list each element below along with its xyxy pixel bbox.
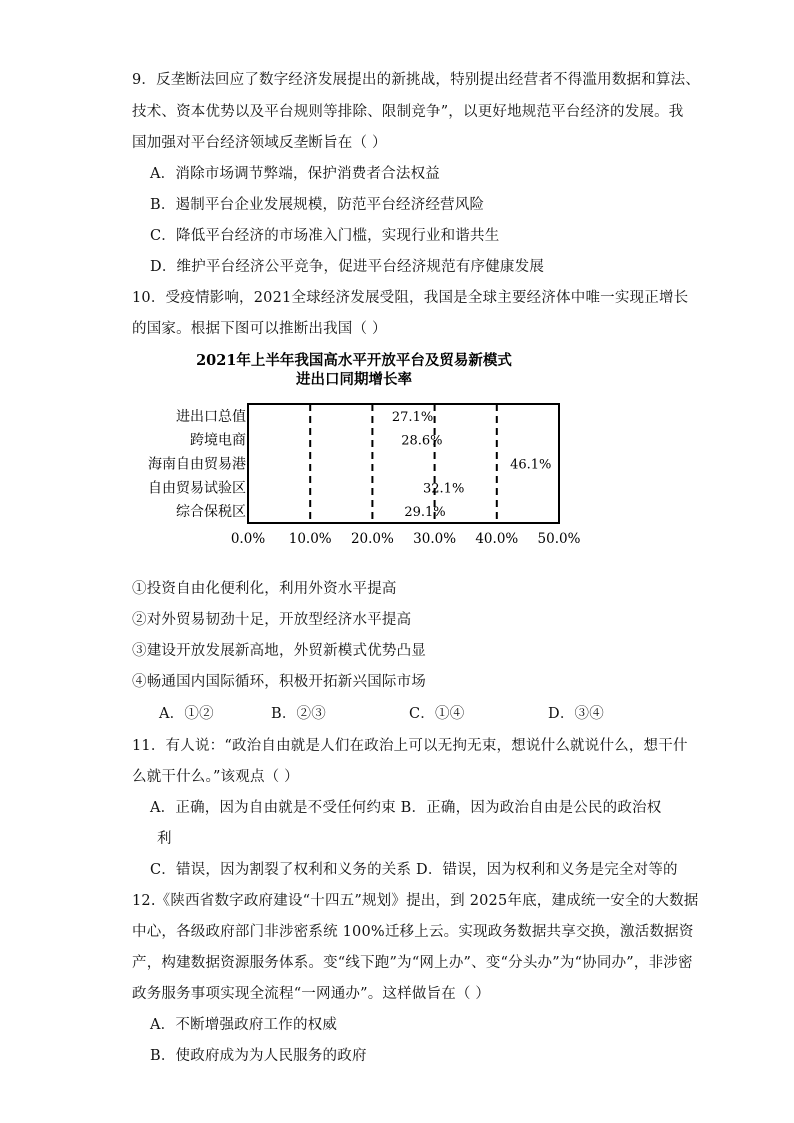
tick-label: 0.0%	[230, 531, 266, 547]
q10-choice-d: D．③④	[548, 706, 604, 722]
q10-statement-2: ②对外贸易韧劲十足，开放型经济水平提高	[132, 612, 412, 628]
category-label: 综合保税区	[176, 504, 246, 521]
q12-line-3: 产，构建数据资源服务体系。变“线下跑”为“网上办”、变“分头办”为“协同办”，非涉密	[132, 955, 693, 971]
category-label: 自由贸易试验区	[148, 480, 246, 497]
category-labels	[148, 408, 246, 520]
q9-line-3: 国加强对平台经济领域反垄断旨在（ ）	[132, 135, 387, 151]
q10-line-1: 10．受疫情影响，2021全球经济发展受阻，我国是全球主要经济体中唯一实现正增长	[132, 290, 689, 306]
q11-line-2: 么就干什么。”该观点（ ）	[132, 769, 299, 785]
chart-subtitle: 进出口同期增长率	[296, 371, 412, 388]
data-label: 32.1%	[423, 481, 465, 497]
q11-line-1: 11．有人说：“政治自由就是人们在政治上可以无拘无束，想说什么就说什么，想干什	[132, 738, 688, 754]
data-label: 46.1%	[510, 457, 552, 473]
category-label: 海南自由贸易港	[148, 456, 246, 473]
tick-label: 40.0%	[475, 531, 519, 547]
data-label: 27.1%	[391, 409, 434, 425]
q9-line-1: 9．反垄断法回应了数字经济发展提出的新挑战，特别提出经营者不得滥用数据和算法、	[132, 72, 701, 88]
q10-choice-b: B．②③	[271, 706, 326, 722]
q10-choice-c: C．①④	[409, 706, 465, 722]
q12-option-a: A．不断增强政府工作的权威	[150, 1017, 338, 1033]
q11-option-cd: C．错误，因为割裂了权利和义务的关系 D．错误，因为权利和义务是完全对等的	[150, 862, 678, 878]
q10-choice-a: A．①②	[159, 706, 214, 722]
tick-labels	[231, 531, 581, 547]
q12-line-4: 政务服务事项实现全流程“一网通办”。这样做旨在（ ）	[132, 986, 491, 1002]
q9-option-c: C．降低平台经济的市场准入门槛，实现行业和谐共生	[150, 228, 500, 244]
chart-title: 2021年上半年我国高水平开放平台及贸易新模式	[196, 352, 512, 369]
q10-line-2: 的国家。根据下图可以推断出我国（ ）	[132, 321, 387, 337]
q9-option-b: B．遏制平台企业发展规模，防范平台经济经营风险	[150, 197, 485, 213]
tick-label: 30.0%	[413, 531, 457, 547]
q9-option-a: A．消除市场调节弊端，保护消费者合法权益	[150, 166, 440, 182]
q9-line-2: 技术、资本优势以及平台规则等排除、限制竞争”，以更好地规范平台经济的发展。我	[132, 104, 684, 120]
data-label: 29.1%	[404, 505, 446, 521]
category-label: 进出口总值	[176, 408, 246, 425]
q9-option-d: D．维护平台经济公平竞争，促进平台经济规范有序健康发展	[150, 259, 545, 275]
value-labels	[392, 410, 551, 520]
tick-label: 50.0%	[537, 531, 581, 547]
q11-option-ab: A．正确，因为自由就是不受任何约束 B．正确，因为政治自由是公民的政治权	[150, 800, 662, 816]
q11-option-b-wrap: 利	[157, 831, 172, 847]
growth-rate-chart	[0, 345, 794, 555]
q10-statement-4: ④畅通国内国际循环，积极开拓新兴国际市场	[132, 674, 426, 690]
data-label: 28.6%	[401, 433, 443, 449]
q10-statement-3: ③建设开放发展新高地，外贸新模式优势凸显	[132, 643, 426, 659]
category-label: 跨境电商	[190, 432, 246, 449]
q12-line-2: 中心，各级政府部门非涉密系统 100%迁移上云。实现政务数据共享交换，激活数据资	[132, 924, 694, 940]
q12-option-b: B．使政府成为为人民服务的政府	[150, 1048, 367, 1064]
tick-label: 20.0%	[350, 531, 394, 547]
tick-label: 10.0%	[288, 531, 332, 547]
q12-line-1: 12.《陕西省数字政府建设“十四五”规划》提出，到 2025年底，建成统一安全的大数据	[132, 893, 699, 909]
q10-statement-1: ①投资自由化便利化，利用外资水平提高	[132, 581, 397, 597]
